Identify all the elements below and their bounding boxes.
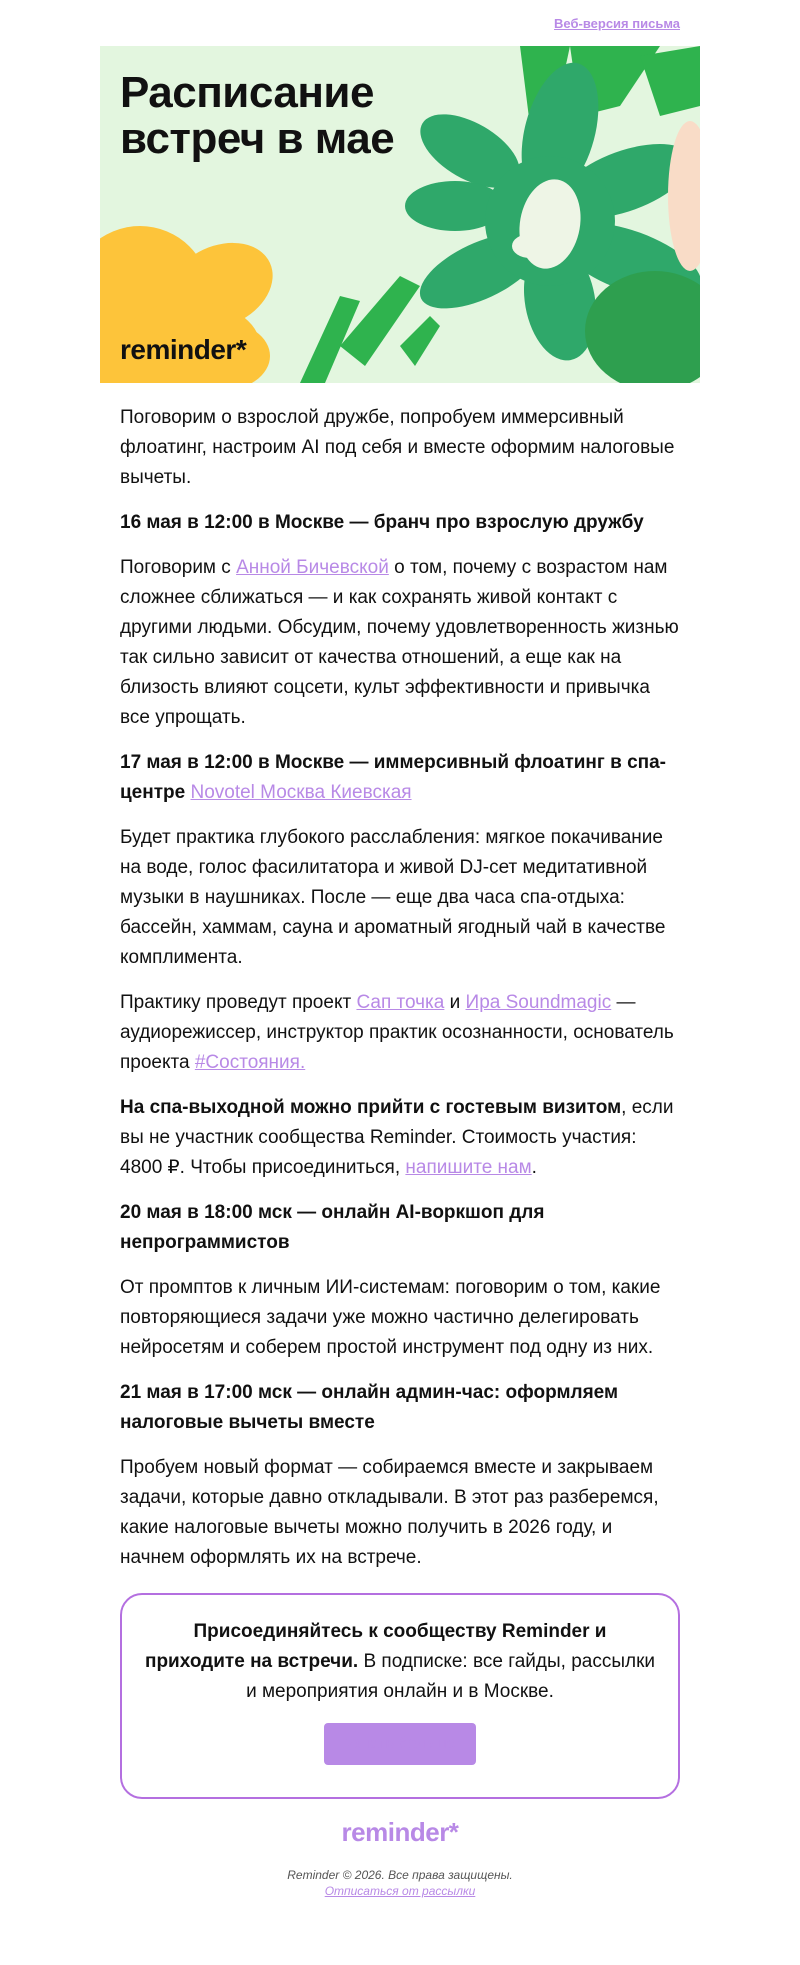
hero-title	[120, 70, 440, 162]
event4-heading: 21 мая в 17:00 мск — онлайн админ-час: оформляем налоговые вычеты вместе	[120, 1382, 619, 1433]
cta-bold-text: Присоединяйтесь к сообществу Reminder и приходите на встречи.	[144, 1621, 607, 1672]
footer-copyright: Reminder © 2026. Все права защищены.	[287, 1868, 513, 1882]
hero-title-line2: встреч в мае	[120, 114, 395, 163]
event2-guest-end: .	[531, 1157, 537, 1178]
peach-petal-icon	[668, 121, 700, 271]
cta-plain-text: В подписке: все гайды, рассылки и мероприятия онлайн и в Москве.	[246, 1651, 656, 1702]
event2-hosts	[120, 988, 680, 1078]
project-link-sostoyaniya[interactable]: #Состояния.	[194, 1052, 306, 1073]
event2-heading	[120, 748, 680, 808]
footer	[100, 1799, 700, 1900]
cta-text	[142, 1617, 658, 1707]
hero-banner	[100, 46, 700, 383]
event2-body: Будет практика глубокого расслабления: мягкое покачивание на воде, голос фасилитатора и живой DJ-сет медитативной музыки в наушниках. После — еще два часа спа-отдыха: бассейн, хаммам, сауна и ароматный ягодный чай в качестве комплимента.	[120, 827, 666, 968]
event1-speaker-link[interactable]: Анной Бичевской	[236, 557, 389, 578]
event2-guest-text: , если вы не участник сообщества Reminder. Стоимость участия: 4800 ₽. Чтобы присоединиться,	[120, 1097, 674, 1178]
leaf-bottom-right-icon	[585, 271, 700, 383]
event2-hosts-and: и	[444, 992, 466, 1013]
web-version-link[interactable]: Веб-версия письма	[554, 16, 680, 31]
event1-body-suffix: о том, почему с возрастом нам сложнее сближаться — и как сохранять живой контакт с другими людьми. Обсудим, почему удовлетворенность жизнью так сильно зависит от качества отношений, а еще как на близость влияют соцсети, культ эффективности и привычка все упрощать.	[120, 557, 679, 728]
host-link-sap[interactable]: Сап точка	[356, 992, 445, 1013]
footer-logo[interactable]: reminder*	[341, 1817, 459, 1847]
hero-logo: reminder*	[120, 334, 247, 365]
event2-guest	[120, 1093, 680, 1183]
event1-body-prefix: Поговорим с	[120, 557, 237, 578]
event3-heading: 20 мая в 18:00 мск — онлайн AI-воркшоп для непрограммистов	[120, 1202, 545, 1253]
stem-icon	[300, 276, 440, 383]
learn-more-button[interactable]: Узнать больше	[324, 1723, 475, 1765]
event2-heading-text: 17 мая в 12:00 в Москве — иммерсивный флоатинг в спа-центре	[120, 752, 666, 803]
intro-text: Поговорим о взрослой дружбе, попробуем иммерсивный флоатинг, настроим AI под себя и вместе оформим налоговые вычеты.	[120, 407, 675, 488]
email-container	[100, 0, 700, 1900]
top-bar	[100, 0, 700, 46]
host-link-ira[interactable]: Ира Soundmagic	[465, 992, 612, 1013]
email-body	[100, 383, 700, 1799]
cta-box	[120, 1593, 680, 1799]
contact-us-link[interactable]: напишите нам	[405, 1157, 532, 1178]
hero-title-line1: Расписание	[120, 68, 374, 117]
unsubscribe-link[interactable]: Отписаться от рассылки	[324, 1884, 476, 1898]
event3-body: От промптов к личным ИИ-системам: поговорим о том, какие повторяющиеся задачи уже можно частично делегировать нейросетям и соберем простой инструмент под одну из них.	[120, 1277, 661, 1358]
event4-body: Пробуем новый формат — собираемся вместе и закрываем задачи, которые давно откладывали. В этот раз разберемся, какие налоговые вычеты можно получить в 2026 году, и начнем оформлять их на встрече.	[120, 1457, 659, 1568]
event1-body	[120, 553, 680, 733]
event2-hosts-desc: — аудиорежиссер, инструктор практик осознанности, основатель проекта	[120, 992, 674, 1073]
event2-hosts-prefix: Практику проведут проект	[120, 992, 357, 1013]
event2-guest-bold: На спа-выходной можно прийти с гостевым визитом	[120, 1097, 622, 1118]
event1-heading: 16 мая в 12:00 в Москве — бранч про взрослую дружбу	[120, 512, 644, 533]
event2-venue-link[interactable]: Novotel Москва Киевская	[190, 782, 412, 803]
